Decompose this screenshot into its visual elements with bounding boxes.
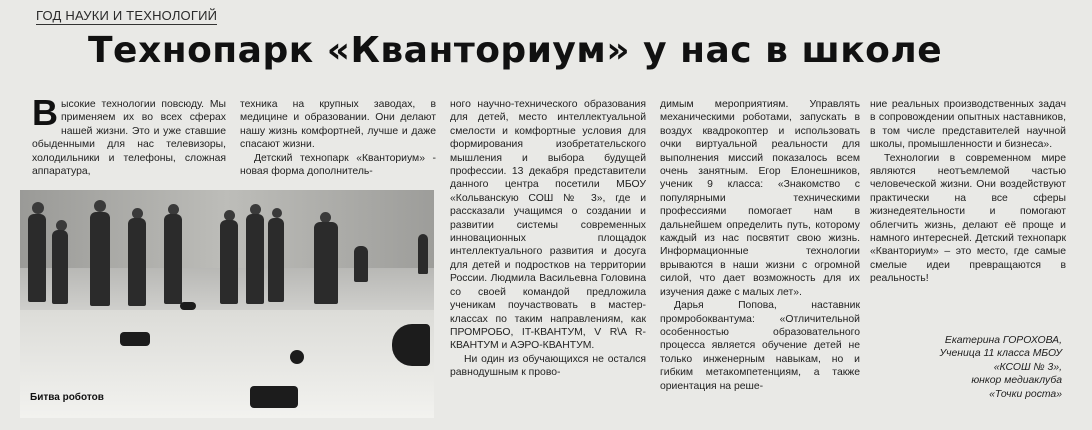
person-figure bbox=[128, 218, 146, 306]
paragraph: ние реальных производственных задач в сопровождении опытных наставников, в том числе представителей научной школы, промышленности и бизнеса». bbox=[870, 99, 1066, 151]
column-4 bbox=[660, 98, 860, 393]
person-head bbox=[94, 200, 106, 212]
column-3 bbox=[450, 98, 646, 380]
author-line: «Точки роста» bbox=[989, 388, 1062, 400]
person-head bbox=[32, 202, 44, 214]
person-figure bbox=[220, 220, 238, 304]
author-line: «КСОШ № 3», bbox=[993, 361, 1062, 373]
paragraph: ысокие технологии повсюду. Мы применяем их во всех сферах нашей жизни. Это и уже ставшие обыденными для нас телевизоры, холодильники и телефоны, сложная аппаратура, bbox=[32, 99, 226, 178]
paragraph: Дарья Попова, наставник промробоквантума: «Отличительной особенностью образовательного процесса является обучение детей не только инженерным навыкам, но и гибким метакомпетенциям, а также ориентация на реше- bbox=[660, 300, 860, 392]
column-2 bbox=[240, 98, 436, 178]
author-name: Екатерина ГОРОХОВА, bbox=[944, 335, 1062, 346]
paragraph: техника на крупных заводах, в медицине и образовании. Они делают нашу жизнь комфортней, лучше и даже спасают жизни. bbox=[240, 99, 436, 151]
paragraph: ного научно-технического образования для детей, место интеллектуальной смелости и комфортные условия для формирования изобретательского мышления и выбора будущей профессии. 13 декабря представители данного центра посетили МБОУ «Кольванскую СОШ № 3», где и рассказали учащимся о создании и развитии системы современных инновационных площадок интеллектуального развития и досуга для детей и подростков на территории России. Людмила Васильевна Головина со своей командой предложила ученикам поучаствовать в мастер-классах по таким направлениям, как ПРОМРОБО, IT-КВАНТУМ, V R\A R-КВАНТУМ и АЭРО-КВАНТУМ. bbox=[450, 99, 646, 352]
robot-shape bbox=[392, 324, 430, 366]
photo-caption: Битва роботов bbox=[30, 392, 104, 403]
paragraph: димым мероприятиям. Управлять механическими роботами, запускать в воздух квадрокоптер и использовать очки виртуальной реальности для выполнения миссий показалось всем очень занятным. Егор Елонешников, ученик 9 класса: «Знакомство с популярными техническими профессиями помогает нам в дальнейшем определить путь, которому каждый из нас посвятит свою жизнь. Информационные технологии врываются в наши жизни с огромной силой, что дает возможность для их изучения даже с малых лет». bbox=[660, 99, 860, 298]
person-figure bbox=[90, 212, 110, 306]
rubric-label: ГОД НАУКИ И ТЕХНОЛОГИЙ bbox=[36, 8, 218, 23]
paragraph: Ни один из обучающихся не остался равнодушным к прово- bbox=[450, 353, 646, 379]
person-figure bbox=[52, 230, 68, 304]
person-figure bbox=[418, 234, 428, 274]
person-figure bbox=[314, 222, 338, 304]
paragraph: Детский технопарк «Кванториум» - новая форма дополнитель- bbox=[240, 152, 436, 178]
person-figure bbox=[268, 218, 284, 302]
person-figure bbox=[354, 246, 368, 282]
column-1 bbox=[32, 92, 226, 178]
author-signature bbox=[939, 334, 1062, 401]
article-photo bbox=[20, 190, 434, 418]
dropcap: В bbox=[32, 92, 58, 133]
article-headline: Технопарк «Кванториум» у нас в школе bbox=[88, 30, 943, 71]
robot-shape bbox=[250, 386, 298, 408]
robot-shape bbox=[290, 350, 304, 364]
author-line: Ученица 11 класса МБОУ bbox=[939, 348, 1062, 360]
person-figure bbox=[28, 214, 46, 302]
robot-shape bbox=[180, 302, 196, 310]
person-figure bbox=[164, 214, 182, 304]
column-5 bbox=[870, 98, 1066, 286]
robot-shape bbox=[120, 332, 150, 346]
person-head bbox=[272, 208, 282, 218]
author-line: юнкор медиаклуба bbox=[971, 375, 1062, 387]
person-figure bbox=[246, 214, 264, 304]
paragraph: Технологии в современном мире являются неотъемлемой частью человеческой жизни. Они воздействуют практически на все сферы жизнедеятельности и помогают облегчить жизнь, делают её проще и намного интересней. Детский технопарк «Кванториум» – это место, где самые смелые идеи превращаются в реальность! bbox=[870, 152, 1066, 285]
